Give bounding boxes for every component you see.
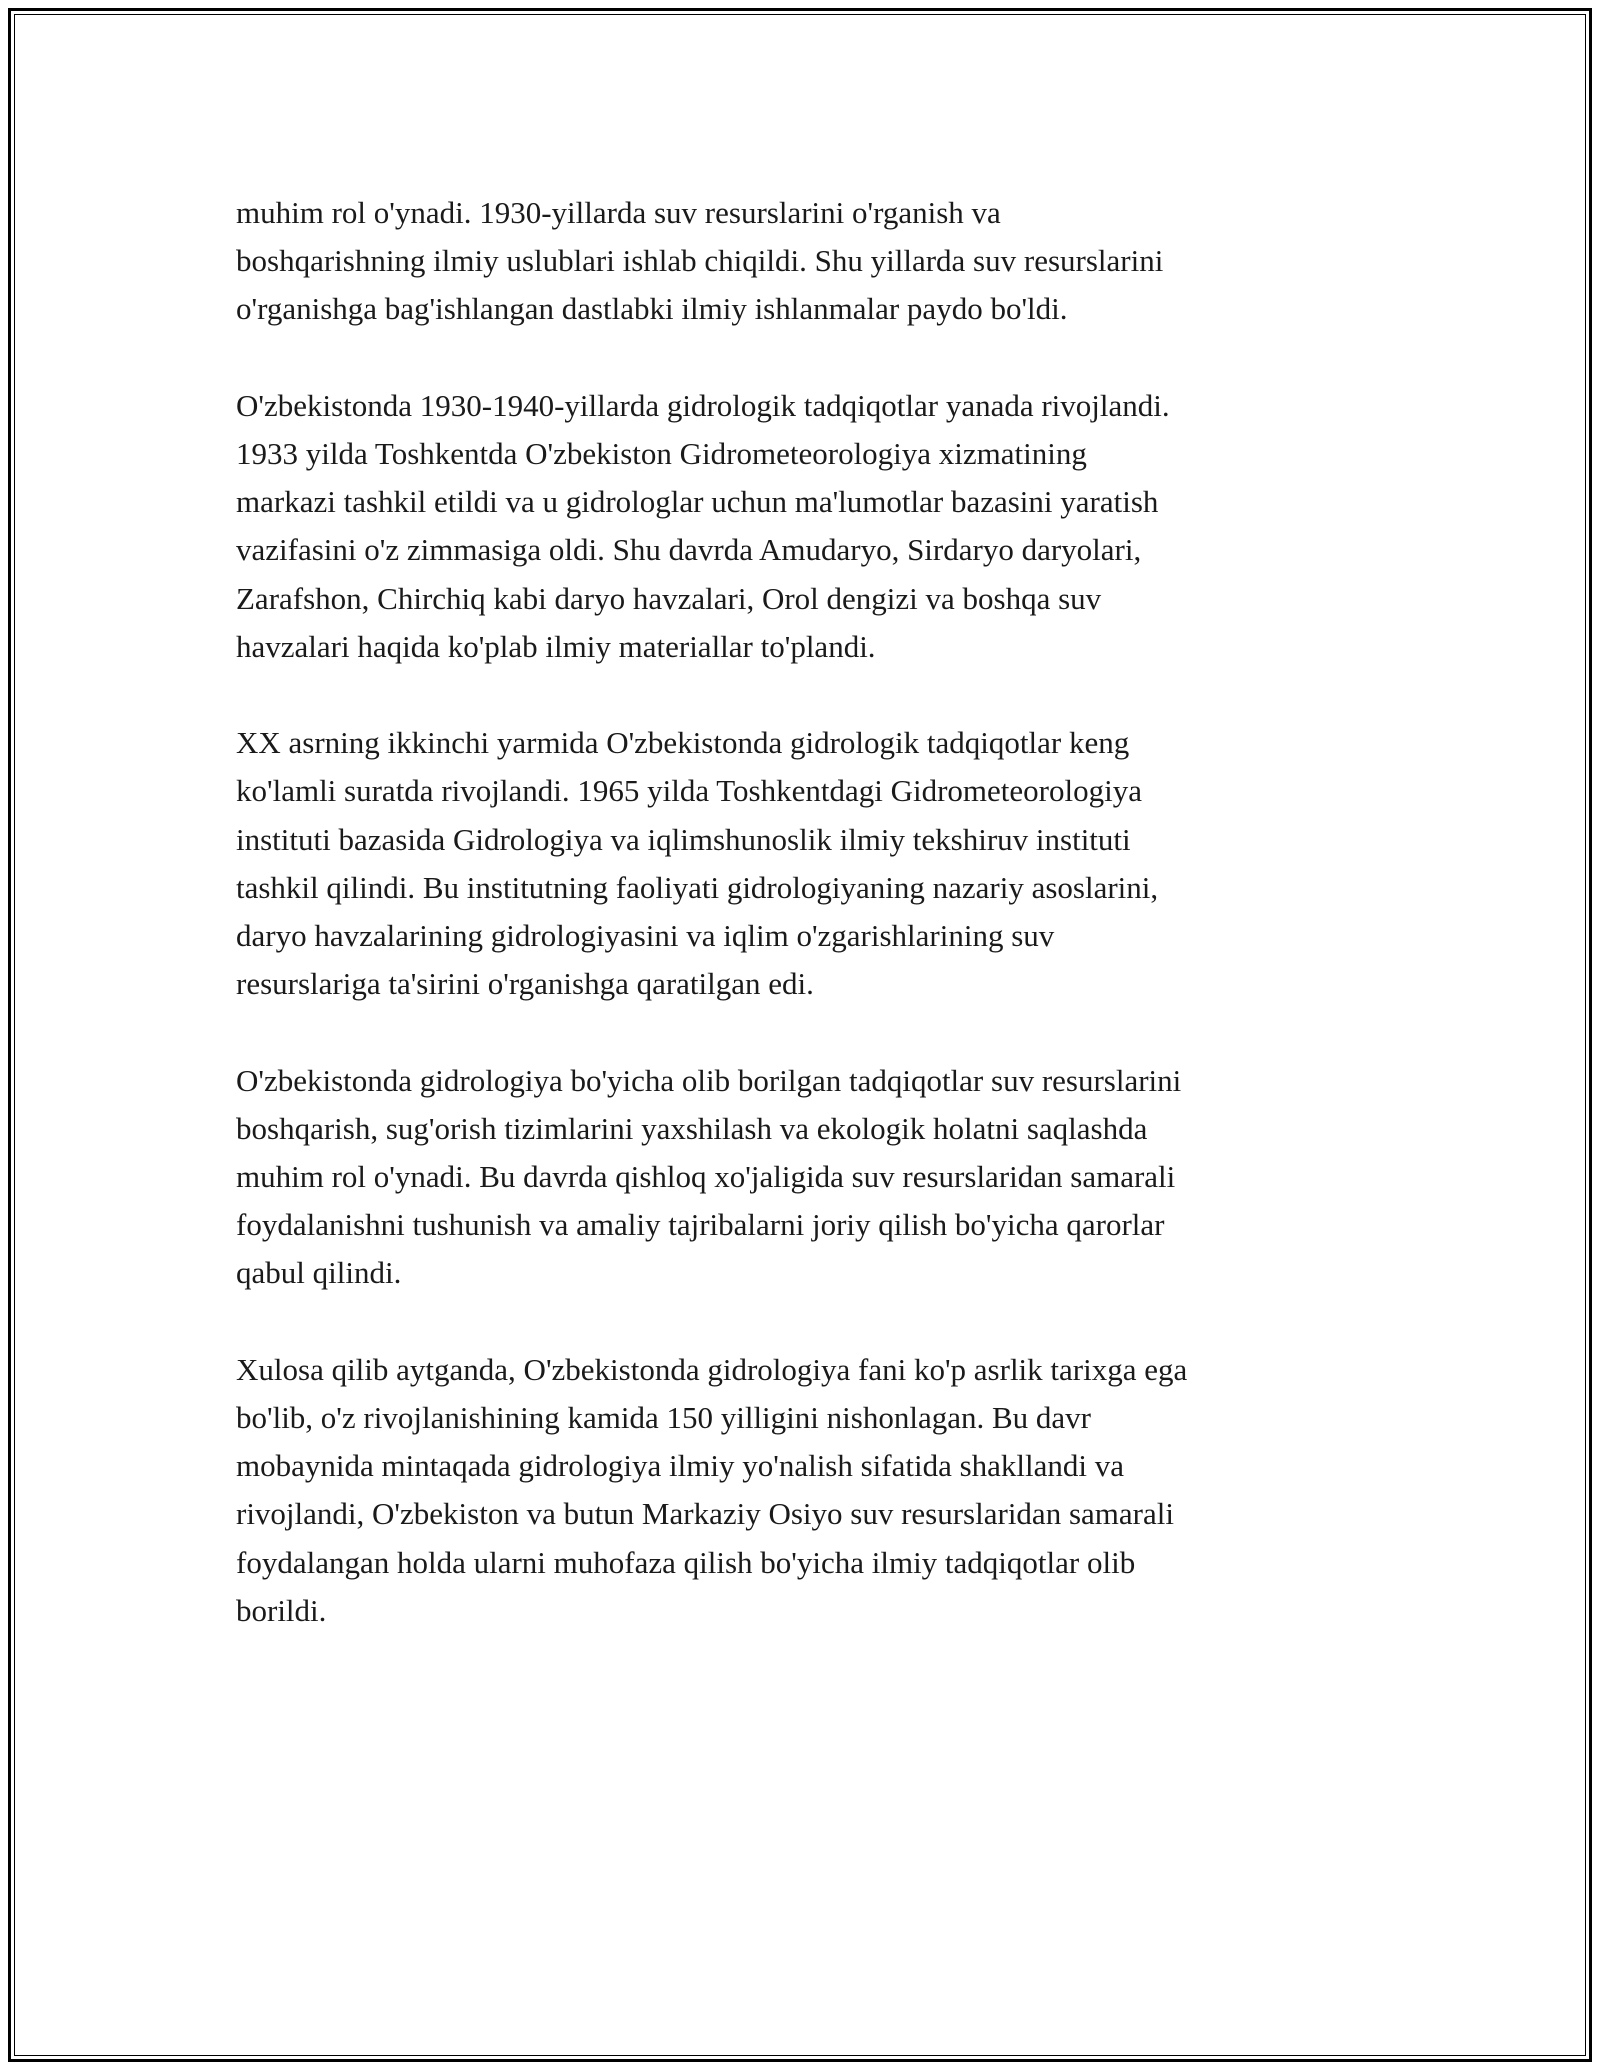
- paragraph-conclusion: Xulosa qilib aytganda, O'zbekistonda gidrologiya fani ko'p asrlik tarixga ega bo'lib, o'z rivojlanishining kamida 150 yilligini nishonlagan. Bu davr mobaynida mintaqada gidrologiya ilmiy yo'nalish sifatida shakllandi va rivojlandi, O'zbekiston va butun Markaziy Osiyo suv resurslaridan samarali foydalangan holda ularni muhofaza qilish bo'yicha ilmiy tadqiqotlar olib borildi.: [236, 1351, 1188, 1628]
- paragraph-1930-1940-research: O'zbekistonda 1930-1940-yillarda gidrologik tadqiqotlar yanada rivojlandi. 1933 yilda Toshkentda O'zbekiston Gidrometeorologiya xizmatining markazi tashkil etildi va u gidrologlar uchun ma'lumotlar bazasini yaratish vazifasini o'z zimmasiga oldi. Shu davrda Amudaryo, Sirdaryo daryolari, Zarafshon, Chirchiq kabi daryo havzalari, Orol dengizi va boshqa suv havzalari haqida ko'plab ilmiy materiallar to'plandi.: [236, 387, 1170, 664]
- document-body: [236, 189, 1376, 1683]
- paragraph-water-resource-management: O'zbekistonda gidrologiya bo'yicha olib borilgan tadqiqotlar suv resurslarini boshqarish, sug'orish tizimlarini yaxshilash va ekologik holatni saqlashda muhim rol o'ynadi. Bu davrda qishloq xo'jaligida suv resurslaridan samarali foydalanishni tushunish va amaliy tajribalarni joriy qilish bo'yicha qarorlar qabul qilindi.: [236, 1062, 1182, 1291]
- paragraph-20th-century-second-half: XX asrning ikkinchi yarmida O'zbekistonda gidrologik tadqiqotlar keng ko'lamli suratda rivojlandi. 1965 yilda Toshkentdagi Gidrometeorologiya instituti bazasida Gidrologiya va iqlimshunoslik ilmiy tekshiruv instituti tashkil qilindi. Bu institutning faoliyati gidrologiyaning nazariy asoslarini, daryo havzalarining gidrologiyasini va iqlim o'zgarishlarining suv resurslariga ta'sirini o'rganishga qaratilgan edi.: [236, 725, 1159, 1002]
- paragraph-history-1930s: muhim rol o'ynadi. 1930-yillarda suv resurslarini o'rganish va boshqarishning ilmiy uslublari ishlab chiqildi. Shu yillarda suv resurslarini o'rganishga bag'ishlangan dastlabki ilmiy ishlanmalar paydo bo'ldi.: [236, 195, 1164, 327]
